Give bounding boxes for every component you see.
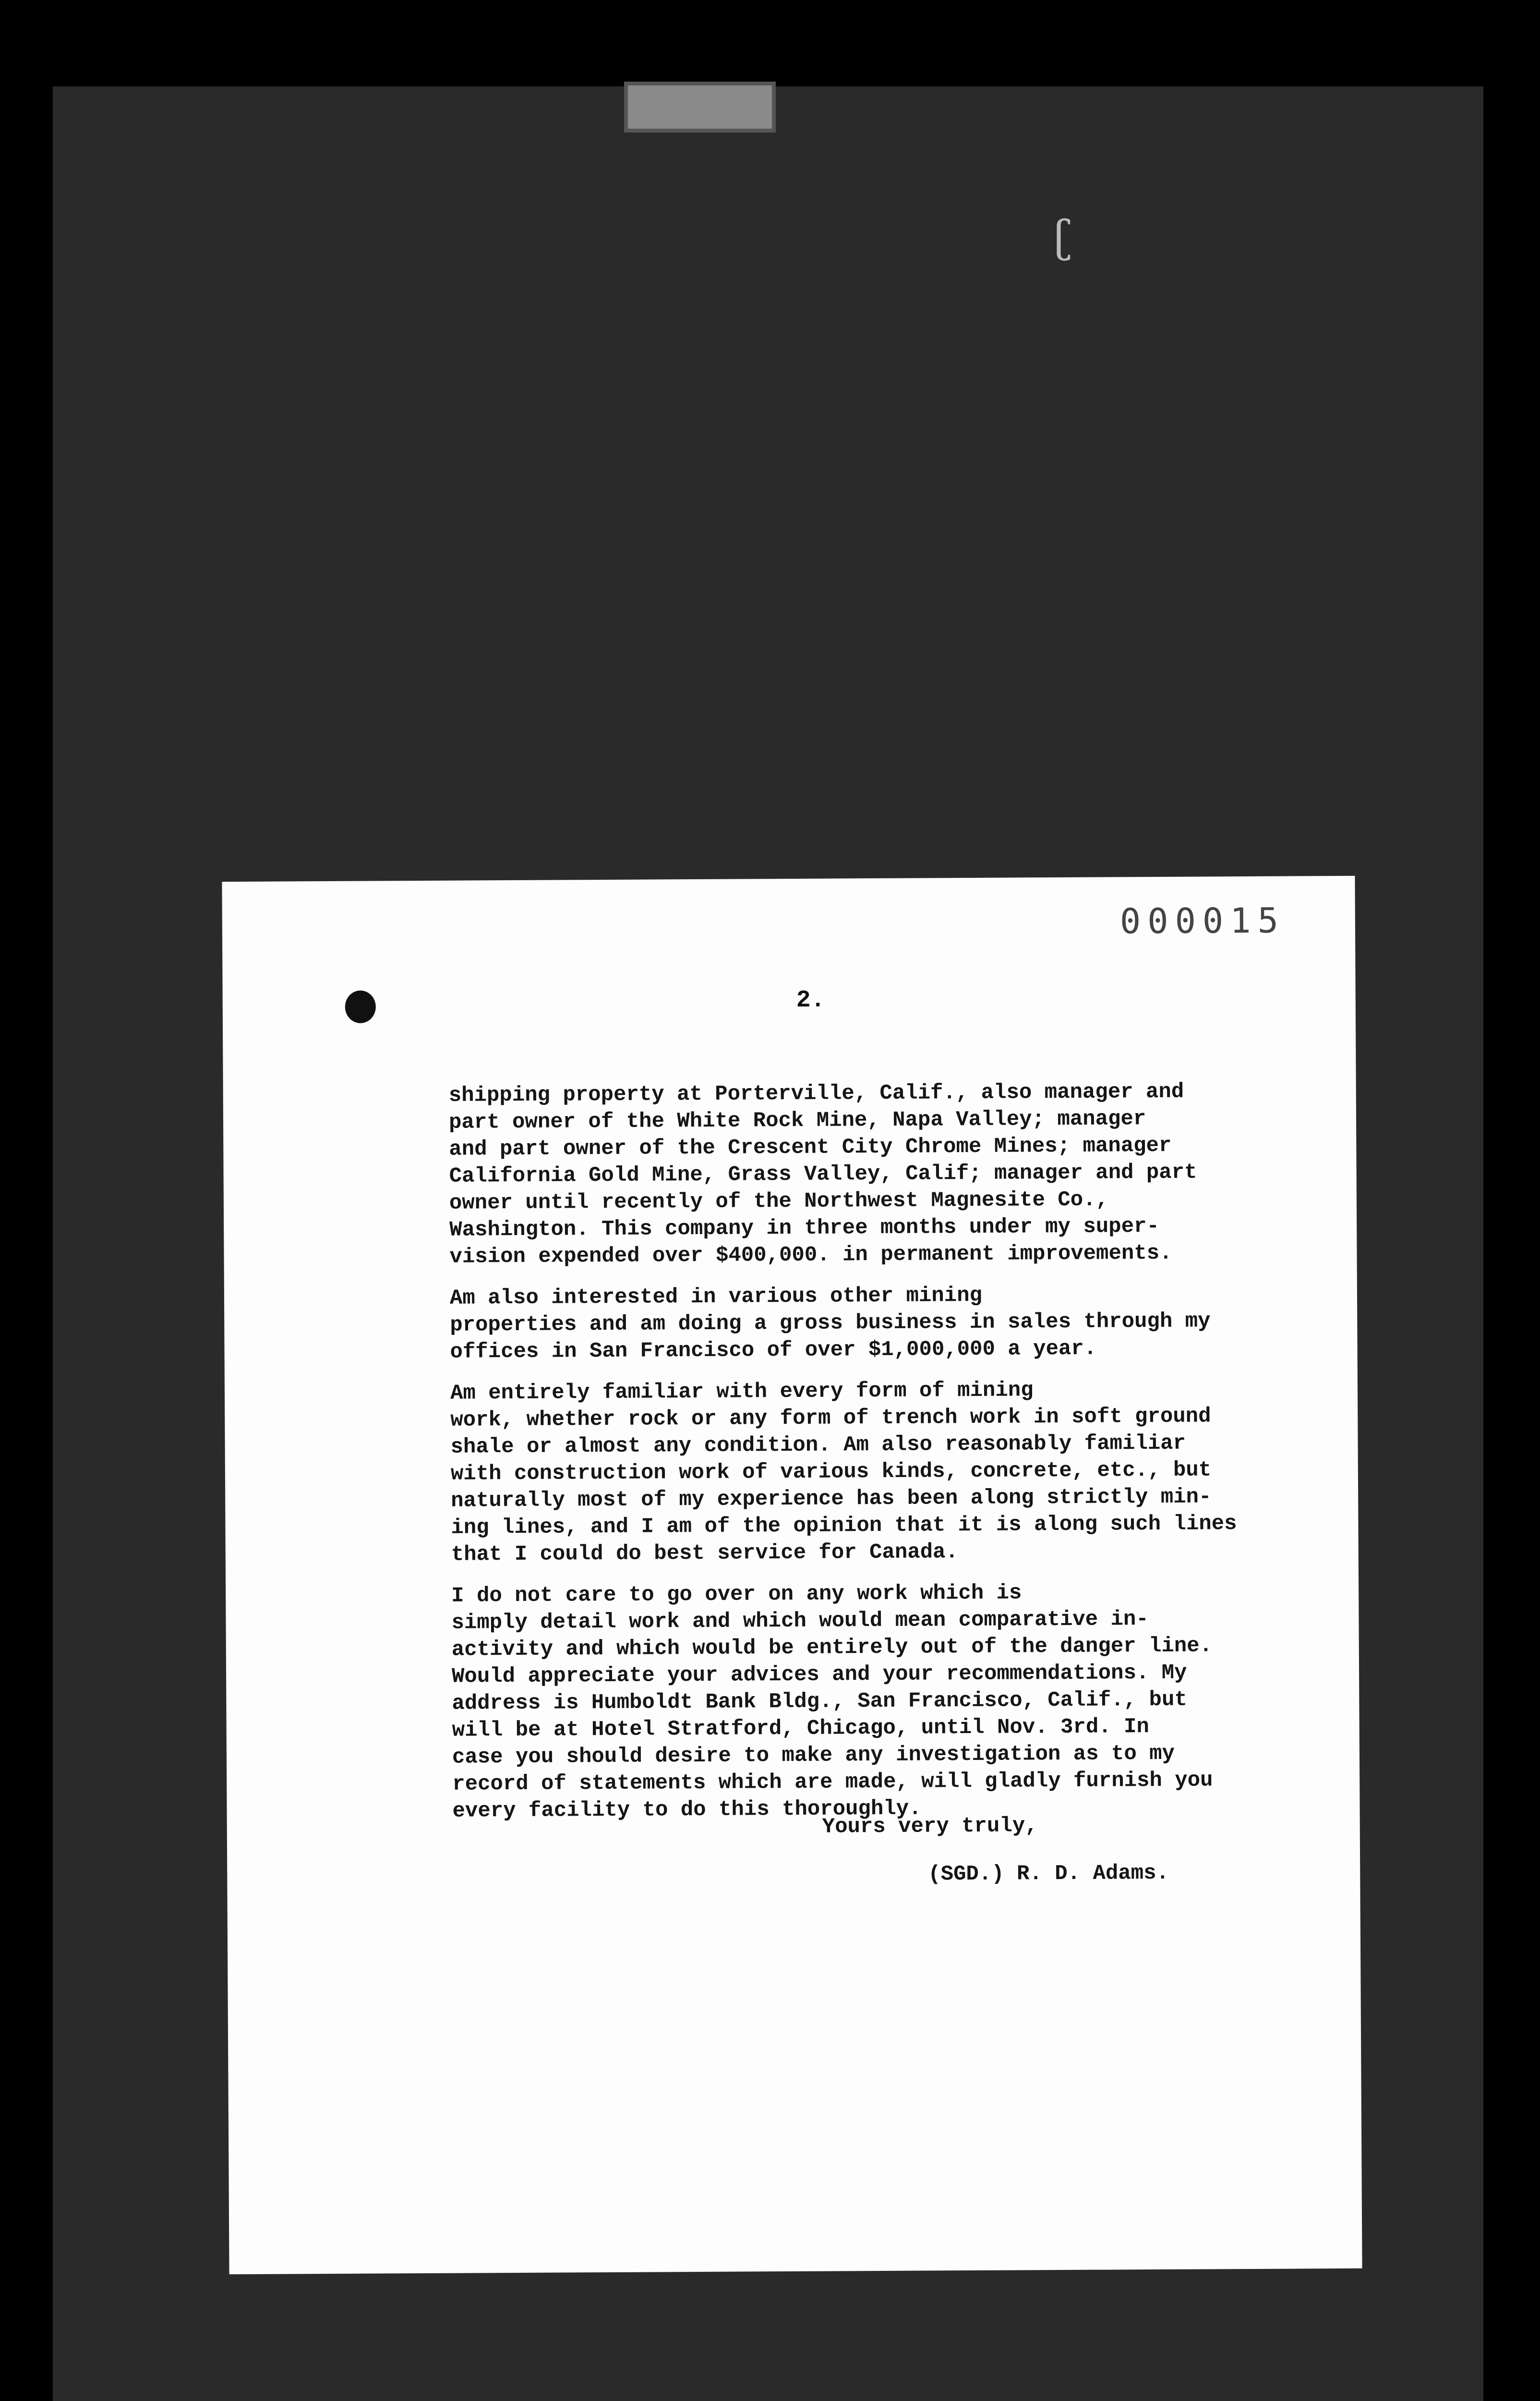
letter-line: and part owner of the Crescent City Chrome Mines; manager xyxy=(449,1133,1172,1162)
letter-line: case you should desire to make any investigation as to my xyxy=(452,1741,1175,1770)
letter-line: simply detail work and which would mean comparative in- xyxy=(451,1607,1149,1635)
letter-closing: Yours very truly, xyxy=(822,1814,1038,1839)
letter-line: activity and which would be entirely out of the danger line. xyxy=(451,1634,1213,1662)
punch-hole xyxy=(345,991,376,1023)
letter-paragraph xyxy=(450,1375,1363,1568)
letter-body xyxy=(449,1078,1365,1839)
letter-line: record of statements which are made, will gladly furnish you xyxy=(452,1768,1213,1796)
letter-paragraph xyxy=(450,1280,1362,1366)
letter-line: ing lines, and I am of the opinion that it is along such lines xyxy=(451,1512,1237,1540)
scratch-mark: ʗ xyxy=(1054,211,1072,262)
letter-line: with construction work of various kinds, concrete, etc., but xyxy=(450,1458,1212,1486)
letter-line: part owner of the White Rock Mine, Napa Valley; manager xyxy=(448,1107,1146,1135)
letter-line: that I could do best service for Canada. xyxy=(451,1540,959,1567)
letter-line: address is Humboldt Bank Bldg., San Francisco, Calif., but xyxy=(452,1687,1187,1716)
letter-line: offices in San Francisco of over $1,000,000 a year. xyxy=(450,1336,1097,1364)
letter-line: will be at Hotel Stratford, Chicago, until Nov. 3rd. In xyxy=(452,1715,1150,1743)
letter-line: I do not care to go over on any work which is xyxy=(451,1581,1022,1608)
letter-line: vision expended over $400,000. in permanent improvements. xyxy=(449,1241,1172,1269)
letter-line: owner until recently of the Northwest Magnesite Co., xyxy=(449,1188,1109,1215)
letter-paragraph xyxy=(451,1578,1365,1825)
letter-signature: (SGD.) R. D. Adams. xyxy=(928,1861,1169,1887)
letter-line: Would appreciate your advices and your recommendations. My xyxy=(451,1661,1187,1689)
page-number: 2. xyxy=(796,986,825,1014)
letter-line: Washington. This company in three months under my super- xyxy=(449,1214,1159,1242)
letter-page xyxy=(222,876,1362,2274)
letter-line: Am entirely familiar with every form of mining xyxy=(450,1378,1034,1406)
letter-line: shale or almost any condition. Am also reasonably familiar xyxy=(450,1431,1186,1459)
letter-line: work, whether rock or any form of trench work in soft ground xyxy=(450,1404,1211,1432)
letter-line: naturally most of my experience has been along strictly min- xyxy=(451,1485,1212,1513)
letter-paragraph xyxy=(449,1078,1362,1271)
letter-line: California Gold Mine, Grass Valley, Calif; manager and part xyxy=(449,1160,1197,1188)
letter-line: shipping property at Porterville, Calif., also manager and xyxy=(448,1079,1184,1108)
reference-number: 000015 xyxy=(1119,900,1286,942)
paper-clip xyxy=(624,82,776,133)
letter-line: properties and am doing a gross business in sales through my xyxy=(450,1309,1211,1337)
letter-line: every facility to do this thoroughly. xyxy=(452,1796,922,1823)
letter-line: Am also interested in various other mining xyxy=(449,1283,983,1310)
